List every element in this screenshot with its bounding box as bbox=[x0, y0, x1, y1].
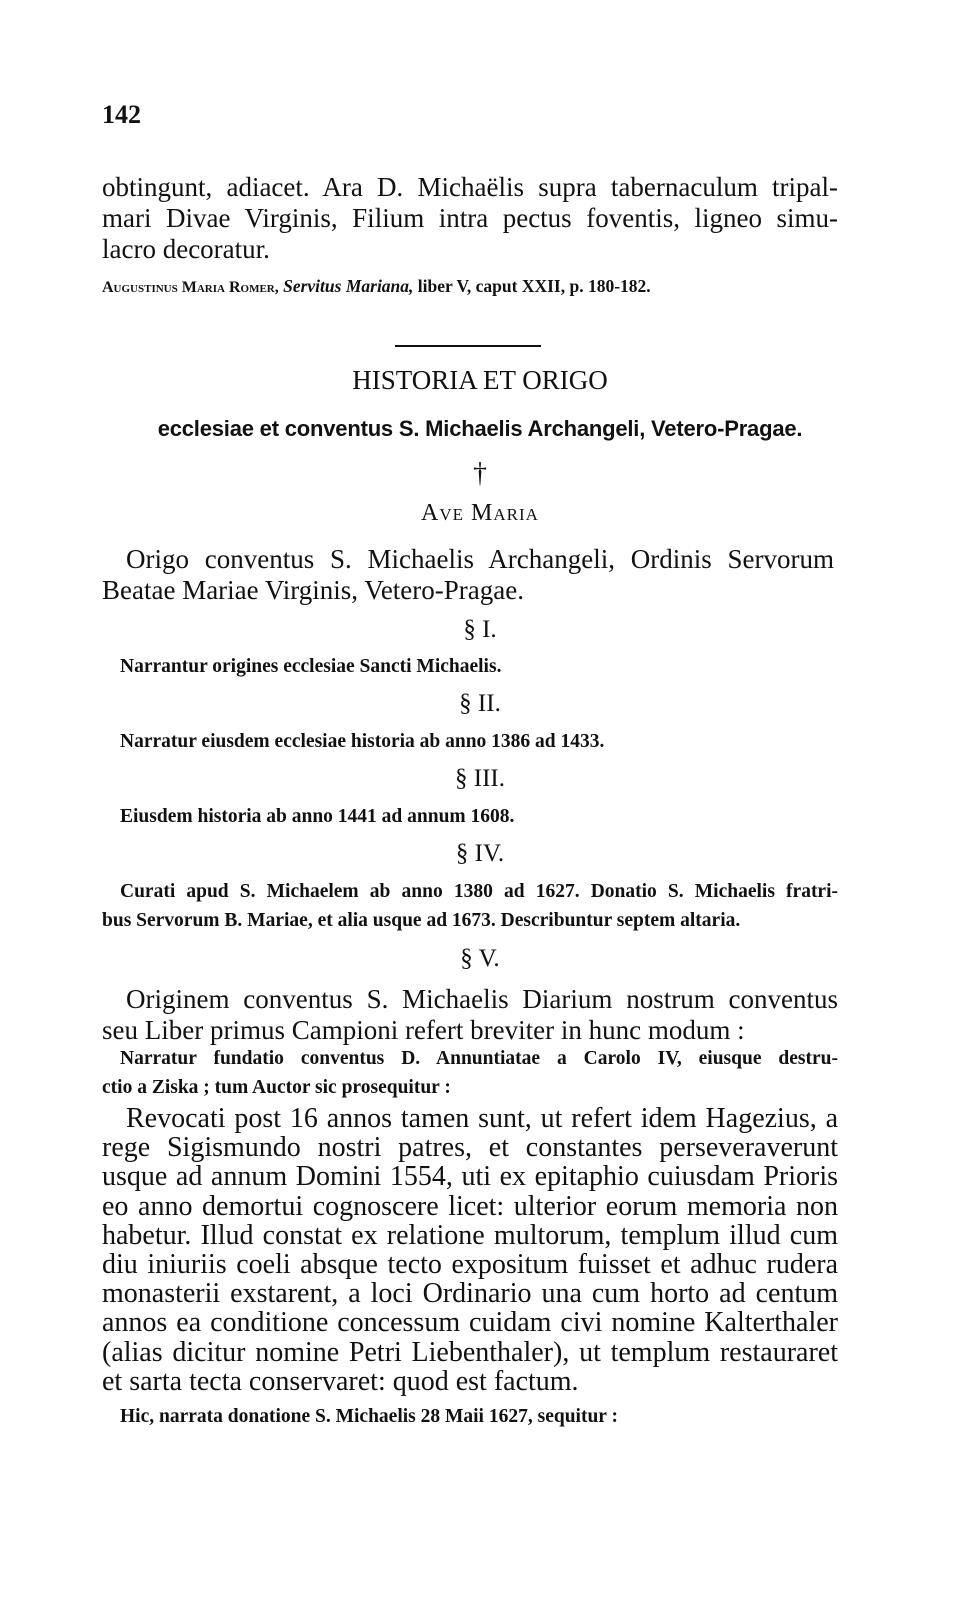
text-line: seu Liber primus Campioni refert breviter in hunc modum : bbox=[102, 1015, 745, 1045]
intro-paragraph bbox=[102, 172, 838, 265]
citation-work: Servitus Mariana, bbox=[283, 276, 414, 296]
text-line: annos ea conditione concessum cuidam civi nomine Kalterthaler bbox=[102, 1307, 838, 1339]
origo-heading bbox=[102, 544, 834, 606]
final-note bbox=[102, 1402, 838, 1431]
text-line: Originem conventus S. Michaelis Diarium nostrum conventus bbox=[126, 984, 838, 1014]
text-line: lacro decoratur. bbox=[102, 234, 270, 264]
text-line: mari Divae Virginis, Filium intra pectus foventis, ligneo simu- bbox=[102, 203, 838, 233]
section-mark-5: § V. bbox=[460, 945, 500, 972]
text-line: Curati apud S. Michaelem ab anno 1380 ad 1627. Donatio S. Michaelis fratri- bbox=[120, 881, 838, 902]
text-line: obtingunt, adiacet. Ara D. Michaëlis supra tabernaculum tripal- bbox=[102, 172, 838, 202]
text-line: et sarta tecta conservaret: quod est factum. bbox=[102, 1365, 579, 1397]
originem-paragraph bbox=[102, 984, 838, 1046]
text-line: Beatae Mariae Virginis, Vetero-Pragae. bbox=[102, 575, 524, 605]
section-mark-4: § IV. bbox=[455, 840, 505, 867]
text-line: Narratur eiusdem ecclesiae historia ab anno 1386 ad 1433. bbox=[120, 731, 605, 752]
text-line: usque ad annum Domini 1554, uti ex epitaphio cuiusdam Prioris bbox=[102, 1161, 838, 1193]
ave-maria-heading: Ave Maria bbox=[421, 500, 539, 526]
text-line: bus Servorum B. Mariae, et alia usque ad 1673. Describuntur septem altaria. bbox=[102, 910, 741, 931]
section-summary-4 bbox=[102, 877, 838, 935]
text-line: eo anno demortui cognoscere licet: ulterior eorum memoria non bbox=[102, 1190, 838, 1222]
text-line: Hic, narrata donatione S. Michaelis 28 Maii 1627, sequitur : bbox=[120, 1406, 618, 1427]
main-title: HISTORIA ET ORIGO bbox=[352, 365, 608, 395]
text-line: Revocati post 16 annos tamen sunt, ut refert idem Hagezius, a bbox=[126, 1103, 838, 1134]
revocati-paragraph bbox=[102, 1104, 838, 1396]
text-line: monasterii exstarent, a loci Ordinario una cum horto ad centum bbox=[102, 1278, 838, 1310]
section-divider bbox=[395, 345, 541, 347]
text-line: Origo conventus S. Michaelis Archangeli, Ordinis Servorum bbox=[126, 544, 834, 574]
section-mark-3: § III. bbox=[455, 765, 505, 792]
subtitle: ecclesiae et conventus S. Michaelis Archangeli, Vetero-Pragae. bbox=[157, 416, 803, 441]
cross-icon: † bbox=[473, 458, 487, 489]
text-line: ctio a Ziska ; tum Auctor sic prosequitur : bbox=[102, 1077, 451, 1098]
citation-rest: liber V, caput XXII, p. 180-182. bbox=[417, 276, 651, 296]
section-summary-3 bbox=[102, 802, 838, 831]
section-summary-1 bbox=[102, 652, 838, 681]
section-summary-2 bbox=[102, 727, 838, 756]
text-line: diu iniuriis coeli absque tecto expositum fuisset et adhuc rudera bbox=[102, 1249, 838, 1281]
note-fundatio bbox=[102, 1044, 838, 1102]
section-mark-2: § II. bbox=[459, 690, 501, 717]
text-line: rege Sigismundo nostri patres, et constantes perseveraverunt bbox=[102, 1132, 838, 1164]
text-line: Narrantur origines ecclesiae Sancti Michaelis. bbox=[120, 656, 502, 677]
text-line: Narratur fundatio conventus D. Annuntiatae a Carolo IV, eiusque destru- bbox=[120, 1048, 838, 1069]
page-number: 142 bbox=[102, 100, 141, 129]
text-line: habetur. Illud constat ex relatione multorum, templum illud cum bbox=[102, 1219, 838, 1251]
text-line: Eiusdem historia ab anno 1441 ad annum 1608. bbox=[120, 806, 515, 827]
text-line: (alias dicitur nomine Petri Liebenthaler), ut templum restauraret bbox=[102, 1336, 838, 1368]
citation bbox=[102, 276, 842, 297]
section-mark-1: § I. bbox=[463, 616, 497, 643]
citation-author: Augustinus Maria Romer, bbox=[102, 279, 279, 296]
